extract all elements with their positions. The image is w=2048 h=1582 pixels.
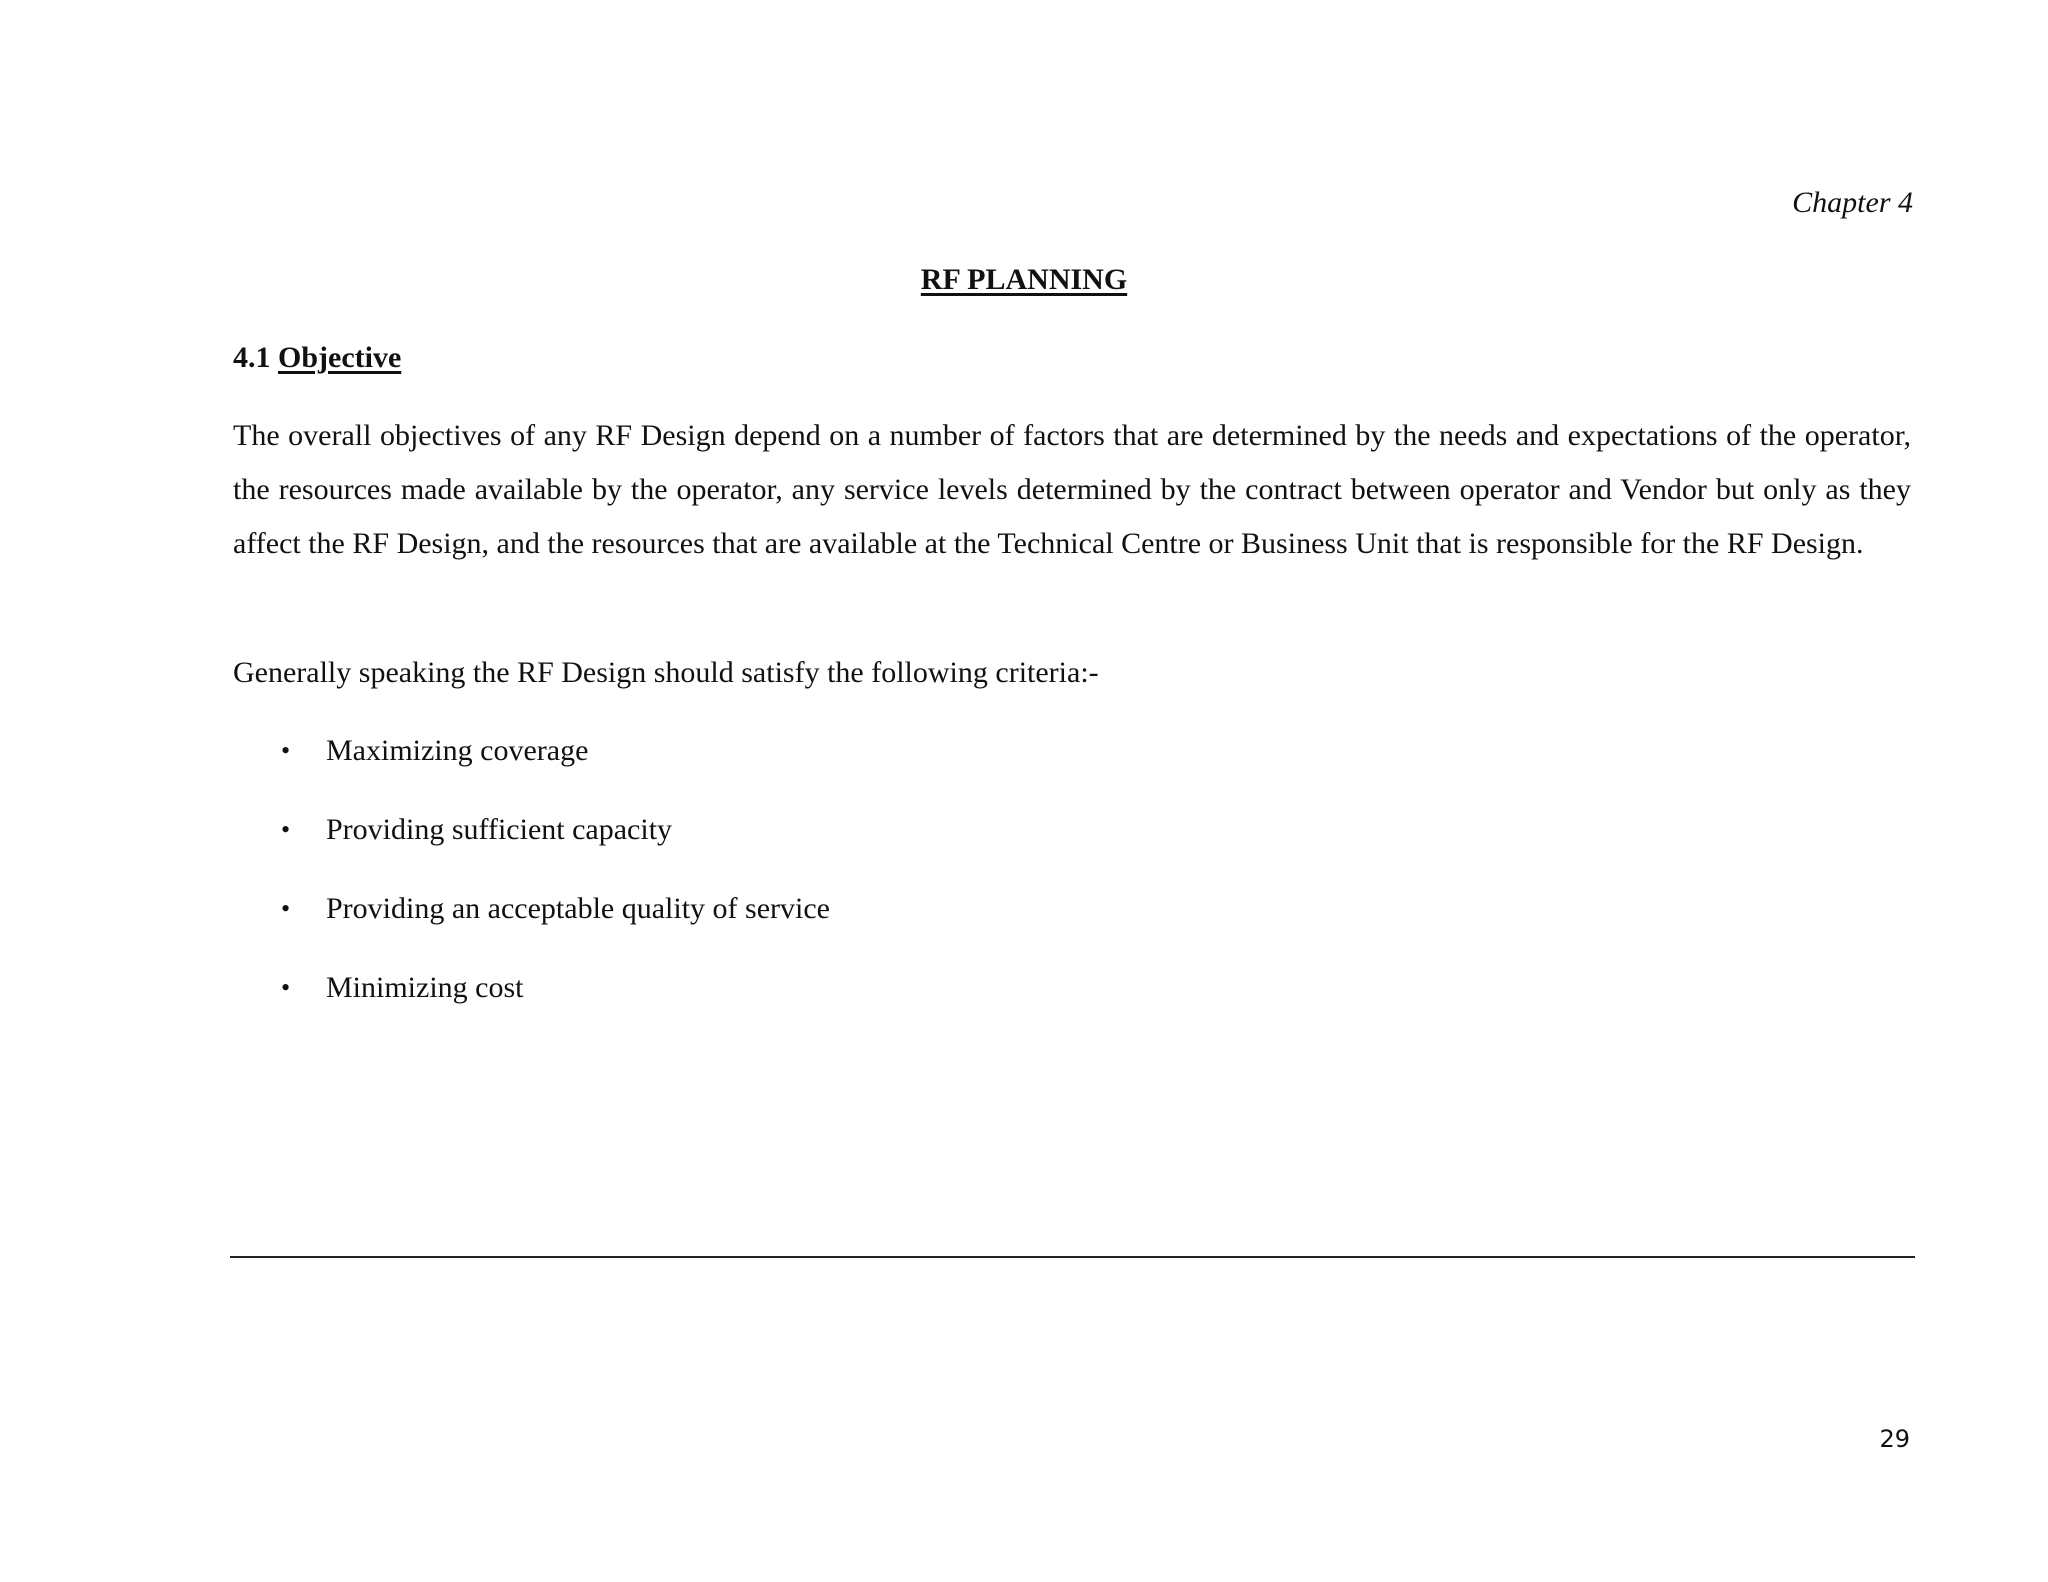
page-title: RF PLANNING [920,263,1128,296]
bullet-icon: • [281,894,291,923]
body-paragraph: The overall objectives of any RF Design depend on a number of factors that are determined by the needs and expectations of the operator, the resources made available by the operator, any service levels determined by the contract between operator and Vendor but only as they affect the RF Design, and the resources that are available at the Technical Centre or Business Unit that is responsible for the RF Design. [233,419,1911,560]
criteria-item-text: Providing an acceptable quality of service [326,892,830,925]
page-number: 29 [1879,1425,1910,1453]
criteria-item-text: Providing sufficient capacity [326,813,673,846]
bullet-icon: • [281,815,291,844]
section-title: Objective [278,341,402,374]
section-heading [233,340,401,376]
footer-divider [230,1256,1915,1258]
criteria-item-text: Maximizing coverage [326,734,589,767]
bullet-icon: • [281,736,291,765]
chapter-label: Chapter 4 [1792,186,1913,219]
bullet-icon: • [281,973,291,1002]
section-number: 4.1 [233,341,271,374]
criteria-item-text: Minimizing cost [326,971,524,1004]
criteria-intro: Generally speaking the RF Design should satisfy the following criteria:- [233,656,1099,689]
